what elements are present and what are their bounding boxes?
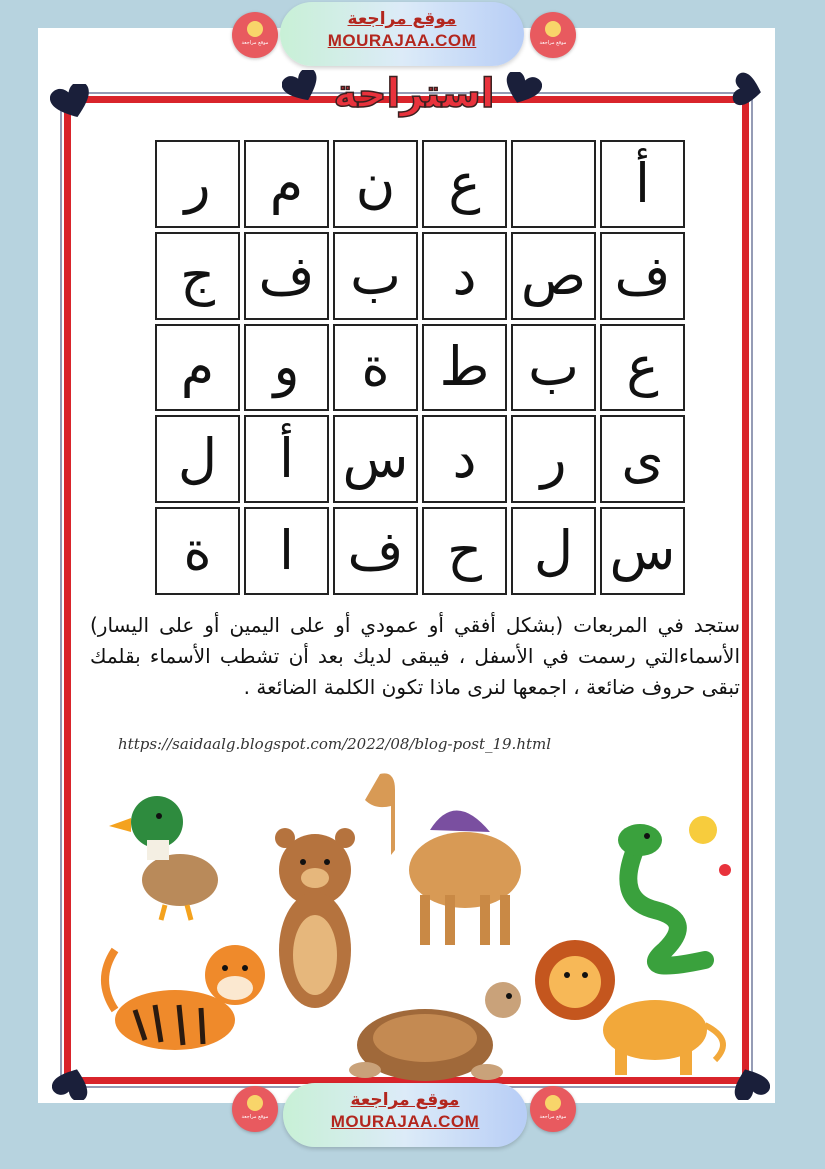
badge-label: موقع مراجعة [539,40,567,46]
logo-icon [247,1095,263,1111]
grid-cell[interactable]: د [422,415,507,503]
grid-cell[interactable]: ة [333,324,418,412]
page-title: استراحة [333,71,495,117]
grid-cell[interactable]: م [155,324,240,412]
grid-cell[interactable]: س [600,507,685,595]
grid-cell[interactable]: ف [333,507,418,595]
grid-cell[interactable]: ع [600,324,685,412]
grid-cell[interactable]: س [333,415,418,503]
camel-icon [365,773,521,945]
site-link-header[interactable] [280,2,524,66]
grid-cell[interactable]: أ [244,415,329,503]
source-url[interactable]: https://saidaalg.blogspot.com/2022/08/blog-post_19.html [118,735,552,753]
grid-cell[interactable]: ح [422,507,507,595]
animal-illustrations [95,760,745,1090]
grid-cell[interactable]: ر [511,415,596,503]
site-logo-badge-right-footer[interactable] [530,1086,576,1132]
site-name-arabic[interactable]: موقع مراجعة [350,1090,460,1110]
site-link-footer[interactable] [283,1083,527,1147]
heart-icon [282,70,322,104]
heart-icon [52,1066,92,1100]
badge-label: موقع مراجعة [539,1114,567,1120]
site-logo-badge-left[interactable] [232,12,278,58]
grid-cell[interactable]: ع [422,140,507,228]
grid-cell[interactable]: ل [155,415,240,503]
site-logo-badge-right[interactable] [530,12,576,58]
grid-cell[interactable]: ر [155,140,240,228]
instructions-text: ستجد في المربعات (بشكل أفقي أو عمودي أو على اليمين أو على اليسار) الأسماءالتي رسمت في الأسفل ، فيبقى لديك بعد أن تشطب الأسماء بقلمك تبقى حروف ضائعة ، اجمعها لنرى ماذا تكون الكلمة الضائعة . [90,613,740,699]
tiger-icon [105,945,265,1050]
grid-cell[interactable]: ن [333,140,418,228]
grid-cell[interactable]: ج [155,232,240,320]
badge-label: موقع مراجعة [241,40,269,46]
grid-cell[interactable]: م [244,140,329,228]
logo-icon [545,21,561,37]
heart-icon [50,84,94,120]
site-name-latin[interactable]: MOURAJAA.COM [330,1112,480,1131]
grid-cell[interactable]: د [422,232,507,320]
site-name-arabic[interactable]: موقع مراجعة [347,9,457,29]
grid-cell[interactable]: ص [511,232,596,320]
badge-label: موقع مراجعة [241,1114,269,1120]
grid-cell[interactable]: و [244,324,329,412]
grid-cell[interactable]: ب [333,232,418,320]
site-name-latin[interactable]: MOURAJAA.COM [327,31,477,50]
duck-icon [109,796,218,920]
logo-icon [247,21,263,37]
letter-grid [155,140,685,595]
bear-icon [275,828,355,1008]
turtle-icon [349,982,521,1081]
grid-cell[interactable]: ا [244,507,329,595]
grid-cell[interactable]: ط [422,324,507,412]
snake-icon [618,816,731,966]
heart-icon [730,70,766,110]
logo-icon [545,1095,561,1111]
grid-cell[interactable]: ف [600,232,685,320]
grid-cell[interactable]: ب [511,324,596,412]
grid-cell[interactable] [511,140,596,228]
grid-cell[interactable]: ل [511,507,596,595]
grid-cell[interactable]: ى [600,415,685,503]
grid-cell[interactable]: ف [244,232,329,320]
grid-cell[interactable]: أ [600,140,685,228]
grid-cell[interactable]: ة [155,507,240,595]
site-logo-badge-left-footer[interactable] [232,1086,278,1132]
